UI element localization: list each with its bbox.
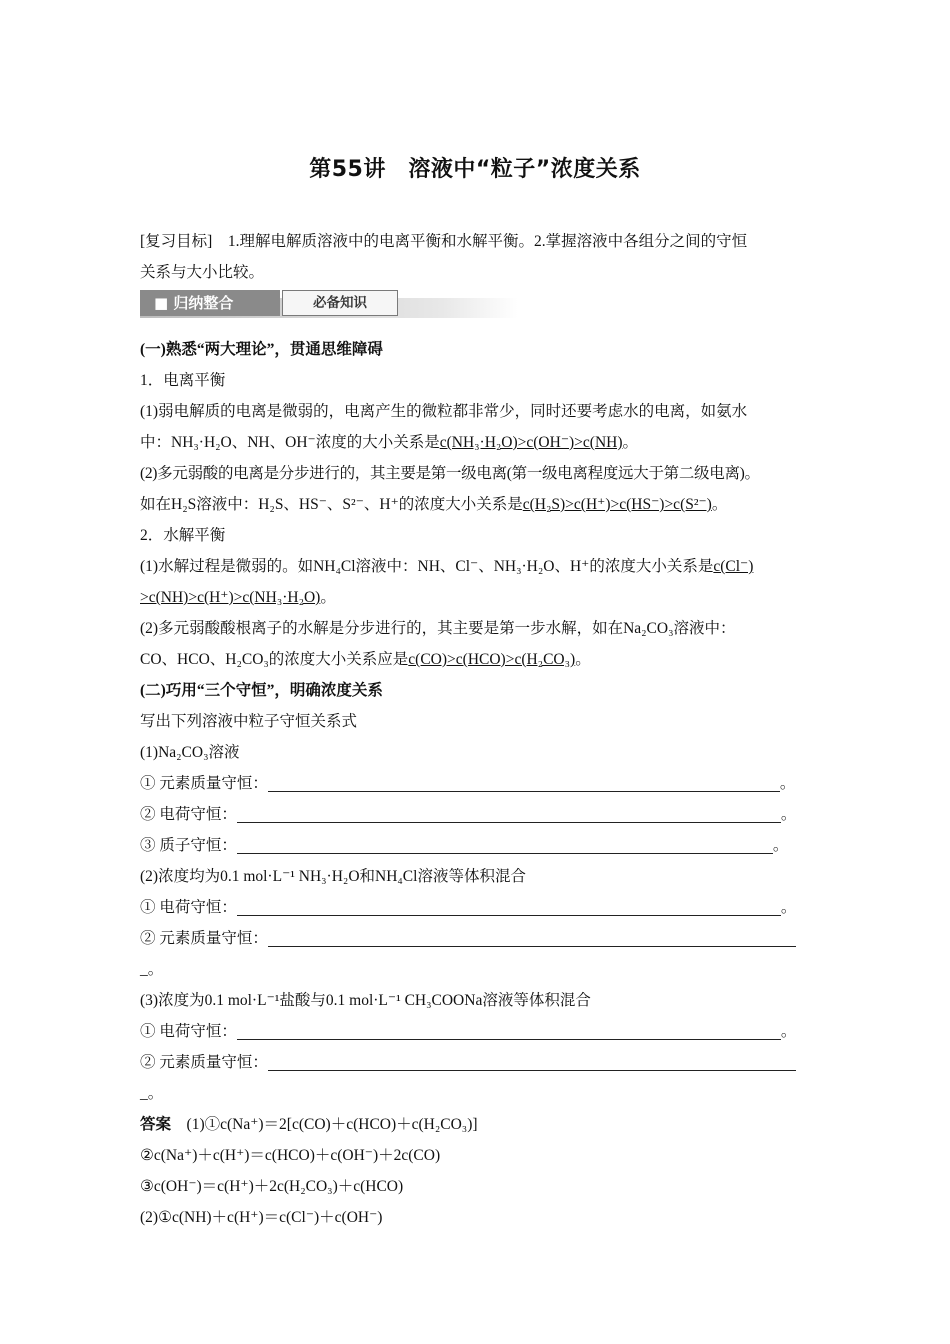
answer-underline: c(NH₃·H₂O)>c(OH⁻)>c(NH) bbox=[439, 434, 623, 451]
answer-underline: c(CO)>c(HCO)>c(H₂CO₃) bbox=[408, 651, 576, 668]
paragraph: 中：NH₃·H₂O、NH、OH⁻浓度的大小关系是c(NH₃·H₂O)>c(OH⁻)>c(NH)。 bbox=[140, 434, 639, 451]
review-objectives bbox=[140, 226, 820, 257]
section2-heading: (二)巧用“三个守恒”，明确浓度关系 bbox=[140, 682, 383, 699]
answer-underline: c(H₂S)>c(H⁺)>c(HS⁻)>c(S²⁻) bbox=[522, 496, 712, 513]
answer-line-3: ③c(OH⁻)＝c(H⁺)＋2c(H₂CO₃)＋c(HCO) bbox=[140, 1178, 404, 1195]
wrap-end: _。 bbox=[140, 961, 164, 978]
question-1-item-1: ① 元素质量守恒： 。 bbox=[140, 775, 796, 792]
paragraph: CO、HCO、H₂CO₃的浓度大小关系应是c(CO)>c(HCO)>c(H₂CO₃)。 bbox=[140, 651, 591, 668]
section2-intro: 写出下列溶液中粒子守恒关系式 bbox=[140, 713, 358, 730]
question-3-item-1: ① 电荷守恒： 。 bbox=[140, 1023, 797, 1040]
paragraph: 如在H₂S溶液中：H₂S、HS⁻、S²⁻、H⁺的浓度大小关系是c(H₂S)>c(H⁺)>c(HS⁻)>c(S²⁻)。 bbox=[140, 496, 728, 513]
question-3: (3)浓度为0.1 mol·L⁻¹盐酸与0.1 mol·L⁻¹ CH₃COONa溶液等体积混合 bbox=[140, 992, 591, 1009]
answer-blank[interactable] bbox=[237, 897, 781, 916]
section-banner bbox=[140, 290, 518, 324]
question-1-item-2: ② 电荷守恒： 。 bbox=[140, 806, 797, 823]
answer-label: 答案 bbox=[140, 1116, 172, 1133]
question-2-item-1: ① 电荷守恒： 。 bbox=[140, 899, 797, 916]
subheading-hydrolysis: 2．水解平衡 bbox=[140, 527, 226, 544]
question-3-item-2: ② 元素质量守恒： bbox=[140, 1047, 820, 1078]
page-title: 第55讲 溶液中“粒子”浓度关系 bbox=[309, 157, 641, 182]
question-1: (1)Na₂CO₃溶液 bbox=[140, 744, 240, 761]
question-2-item-2: ② 元素质量守恒： bbox=[140, 923, 820, 954]
document-body bbox=[140, 226, 820, 1233]
objectives-text-cont: 关系与大小比较。 bbox=[140, 264, 265, 281]
wrap-end: _。 bbox=[140, 1085, 164, 1102]
banner-summary: ■ 归纳整合 bbox=[140, 290, 280, 316]
answer-blank[interactable] bbox=[237, 804, 781, 823]
paragraph: (1)水解过程是微弱的。如NH₄Cl溶液中：NH、Cl⁻、NH₃·H₂O、H⁺的浓度大小关系是c(Cl⁻) bbox=[140, 558, 754, 575]
objectives-label: [复习目标] bbox=[140, 233, 213, 250]
answer-line-4: (2)①c(NH)＋c(H⁺)＝c(Cl⁻)＋c(OH⁻) bbox=[140, 1209, 383, 1226]
answer-blank[interactable] bbox=[237, 835, 773, 854]
paragraph: (2)多元弱酸的电离是分步进行的，其主要是第一级电离(第一级电离程度远大于第二级电离)。 bbox=[140, 465, 760, 482]
answer-underline: c(Cl⁻) bbox=[713, 558, 754, 575]
question-1-item-3: ③ 质子守恒： 。 bbox=[140, 837, 789, 854]
answer-line-1: 答案 (1)①c(Na⁺)＝2[c(CO)＋c(HCO)＋c(H₂CO₃)] bbox=[140, 1116, 478, 1133]
question-2: (2)浓度均为0.1 mol·L⁻¹ NH₃·H₂O和NH₄Cl溶液等体积混合 bbox=[140, 868, 526, 885]
paragraph: >c(NH)>c(H⁺)>c(NH₃·H₂O)。 bbox=[140, 589, 336, 606]
answer-underline: >c(NH)>c(H⁺)>c(NH₃·H₂O) bbox=[140, 589, 321, 606]
paragraph: (1)弱电解质的电离是微弱的，电离产生的微粒都非常少，同时还要考虑水的电离，如氨水 bbox=[140, 403, 748, 420]
answer-blank[interactable] bbox=[237, 1021, 781, 1040]
section1-heading: (一)熟悉“两大理论”，贯通思维障碍 bbox=[140, 341, 383, 358]
paragraph: (2)多元弱酸酸根离子的水解是分步进行的，其主要是第一步水解，如在Na₂CO₃溶液中： bbox=[140, 620, 736, 637]
banner-knowledge: 必备知识 bbox=[282, 290, 398, 316]
objectives-text: 1.理解电解质溶液中的电离平衡和水解平衡。2.掌握溶液中各组分之间的守恒 bbox=[227, 233, 748, 250]
answer-blank[interactable] bbox=[268, 773, 780, 792]
answer-blank[interactable] bbox=[268, 928, 796, 947]
answer-line-2: ②c(Na⁺)＋c(H⁺)＝c(HCO)＋c(OH⁻)＋2c(CO) bbox=[140, 1147, 441, 1164]
subheading-ionization: 1．电离平衡 bbox=[140, 372, 226, 389]
answer-blank[interactable] bbox=[268, 1052, 796, 1071]
